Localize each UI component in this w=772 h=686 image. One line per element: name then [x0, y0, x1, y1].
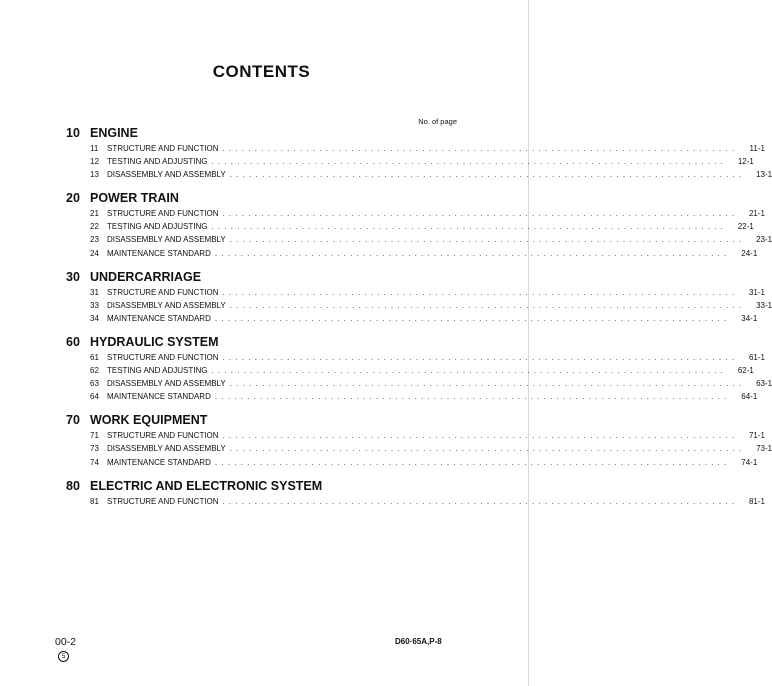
dot-leader: . . . . . . . . . . . . . . . . . . . . . . . . . . . . . . . . . . . . . . . . . . . . . . . . . . . . . . . . . . . . . . . . . . . . . . . . . . . . . . . .	[222, 431, 735, 441]
dot-leader: . . . . . . . . . . . . . . . . . . . . . . . . . . . . . . . . . . . . . . . . . . . . . . . . . . . . . . . . . . . . . . . . . . . . . . . . . . . . . . . .	[214, 248, 728, 258]
dot-leader: . . . . . . . . . . . . . . . . . . . . . . . . . . . . . . . . . . . . . . . . . . . . . . . . . . . . . . . . . . . . . . . . . . . . . . . . . . . . . . . .	[214, 392, 728, 402]
section-heading	[66, 269, 458, 286]
entry-page-number: 74-1	[741, 457, 758, 467]
table-of-contents	[66, 125, 772, 517]
entry-number: 64	[90, 392, 99, 402]
entry-title: MAINTENANCE STANDARD	[107, 313, 211, 323]
entry-title: DISASSEMBLY AND ASSEMBLY	[107, 300, 226, 310]
toc-entry	[66, 220, 754, 233]
section-number: 20	[66, 191, 80, 206]
entry-page-number: 34-1	[741, 313, 758, 323]
entry-number: 23	[90, 235, 99, 245]
dot-leader: . . . . . . . . . . . . . . . . . . . . . . . . . . . . . . . . . . . . . . . . . . . . . . . . . . . . . . . . . . . . . . . . . . . . . . . . . . . . . . . .	[211, 222, 724, 232]
toc-entry	[66, 364, 754, 377]
entry-number: 12	[90, 157, 99, 167]
toc-entry	[66, 390, 758, 403]
entry-title: STRUCTURE AND FUNCTION	[107, 352, 219, 362]
entry-title: TESTING AND ADJUSTING	[107, 222, 208, 232]
entry-title: MAINTENANCE STANDARD	[107, 457, 211, 467]
toc-entry	[66, 377, 772, 390]
dot-leader: . . . . . . . . . . . . . . . . . . . . . . . . . . . . . . . . . . . . . . . . . . . . . . . . . . . . . . . . . . . . . . . . . . . . . . . . . . . . . . . .	[222, 144, 735, 153]
section-title: ELECTRIC AND ELECTRONIC SYSTEM	[90, 478, 323, 493]
entry-page-number: 61-1	[748, 352, 765, 362]
section-title: HYDRAULIC SYSTEM	[90, 334, 219, 349]
section-heading	[66, 412, 458, 429]
revision-mark: 5	[58, 651, 69, 662]
dot-leader: . . . . . . . . . . . . . . . . . . . . . . . . . . . . . . . . . . . . . . . . . . . . . . . . . . . . . . . . . . . . . . . . . . . . . . . . . . . . . . . .	[229, 235, 743, 245]
toc-entry	[66, 429, 765, 442]
entry-number: 22	[90, 222, 99, 232]
dot-leader: . . . . . . . . . . . . . . . . . . . . . . . . . . . . . . . . . . . . . . . . . . . . . . . . . . . . . . . . . . . . . . . . . . . . . . . . . . . . . . . .	[222, 496, 735, 506]
entry-number: 33	[90, 300, 99, 310]
entry-title: MAINTENANCE STANDARD	[107, 392, 211, 402]
page-title: CONTENTS	[212, 62, 311, 81]
entry-title: STRUCTURE AND FUNCTION	[107, 209, 219, 219]
toc-section	[66, 334, 772, 403]
entry-title: DISASSEMBLY AND ASSEMBLY	[107, 444, 226, 454]
entry-number: 61	[90, 352, 99, 362]
toc-section	[66, 269, 772, 325]
section-number: 30	[66, 269, 80, 284]
entry-number: 21	[90, 209, 99, 219]
entry-page-number: 64-1	[741, 392, 758, 402]
entry-page-number: 63-1	[756, 379, 772, 389]
entry-number: 81	[90, 496, 99, 506]
dot-leader: . . . . . . . . . . . . . . . . . . . . . . . . . . . . . . . . . . . . . . . . . . . . . . . . . . . . . . . . . . . . . . . . . . . . . . . . . . . . . . . .	[229, 300, 743, 310]
section-number: 10	[66, 126, 80, 140]
footer-page-number: 00-2	[55, 636, 77, 648]
dot-leader: . . . . . . . . . . . . . . . . . . . . . . . . . . . . . . . . . . . . . . . . . . . . . . . . . . . . . . . . . . . . . . . . . . . . . . . . . . . . . . . .	[229, 444, 743, 454]
dot-leader: . . . . . . . . . . . . . . . . . . . . . . . . . . . . . . . . . . . . . . . . . . . . . . . . . . . . . . . . . . . . . . . . . . . . . . . . . . . . . . . .	[222, 352, 735, 362]
entry-title: TESTING AND ADJUSTING	[107, 366, 208, 376]
entry-title: STRUCTURE AND FUNCTION	[107, 144, 219, 153]
entry-page-number: 73-1	[756, 444, 772, 454]
entry-number: 62	[90, 366, 99, 376]
entry-title: DISASSEMBLY AND ASSEMBLY	[107, 170, 226, 180]
entry-number: 24	[90, 248, 99, 258]
entry-title: TESTING AND ADJUSTING	[107, 157, 208, 167]
toc-entry	[66, 456, 758, 469]
entry-number: 34	[90, 313, 99, 323]
dot-leader: . . . . . . . . . . . . . . . . . . . . . . . . . . . . . . . . . . . . . . . . . . . . . . . . . . . . . . . . . . . . . . . . . . . . . . . . . . . . . . . .	[229, 170, 743, 180]
section-title: POWER TRAIN	[90, 191, 179, 206]
toc-entry	[66, 142, 765, 155]
section-heading	[66, 478, 458, 495]
toc-entry	[66, 286, 765, 299]
toc-entry	[66, 207, 765, 220]
section-title: UNDERCARRIAGE	[90, 269, 202, 284]
entry-page-number: 22-1	[737, 222, 754, 232]
toc-section	[66, 412, 772, 468]
entry-title: STRUCTURE AND FUNCTION	[107, 496, 219, 506]
page-edge-divider	[528, 0, 529, 686]
section-number: 60	[66, 334, 80, 349]
dot-leader: . . . . . . . . . . . . . . . . . . . . . . . . . . . . . . . . . . . . . . . . . . . . . . . . . . . . . . . . . . . . . . . . . . . . . . . . . . . . . . . .	[214, 313, 728, 323]
entry-title: DISASSEMBLY AND ASSEMBLY	[107, 235, 226, 245]
entry-page-number: 81-1	[748, 496, 765, 506]
dot-leader: . . . . . . . . . . . . . . . . . . . . . . . . . . . . . . . . . . . . . . . . . . . . . . . . . . . . . . . . . . . . . . . . . . . . . . . . . . . . . . . .	[229, 379, 743, 389]
section-number: 80	[66, 478, 80, 493]
footer-model-code: D60·65A,P-8	[395, 637, 442, 646]
dot-leader: . . . . . . . . . . . . . . . . . . . . . . . . . . . . . . . . . . . . . . . . . . . . . . . . . . . . . . . . . . . . . . . . . . . . . . . . . . . . . . . .	[211, 157, 724, 167]
entry-page-number: 11-1	[749, 144, 765, 153]
entry-number: 13	[90, 170, 99, 180]
section-title: WORK EQUIPMENT	[90, 413, 208, 428]
toc-section	[66, 478, 765, 508]
entry-page-number: 24-1	[741, 248, 758, 258]
entry-title: MAINTENANCE STANDARD	[107, 248, 211, 258]
toc-entry	[66, 168, 772, 181]
page-number-column-header: No. of page	[418, 117, 457, 126]
entry-page-number: 71-1	[748, 431, 765, 441]
entry-title: STRUCTURE AND FUNCTION	[107, 287, 219, 297]
section-heading	[66, 190, 458, 207]
section-heading	[66, 334, 458, 351]
toc-entry	[66, 247, 758, 260]
dot-leader: . . . . . . . . . . . . . . . . . . . . . . . . . . . . . . . . . . . . . . . . . . . . . . . . . . . . . . . . . . . . . . . . . . . . . . . . . . . . . . . .	[222, 209, 735, 219]
entry-title: DISASSEMBLY AND ASSEMBLY	[107, 379, 226, 389]
entry-number: 71	[90, 431, 99, 441]
entry-number: 73	[90, 444, 99, 454]
section-heading	[66, 125, 458, 142]
toc-entry	[66, 495, 765, 508]
entry-number: 63	[90, 379, 99, 389]
toc-entry	[66, 442, 772, 455]
entry-page-number: 23-1	[756, 235, 772, 245]
entry-page-number: 31-1	[748, 287, 765, 297]
toc-entry	[66, 233, 772, 246]
toc-entry	[66, 155, 754, 168]
entry-number: 31	[90, 287, 99, 297]
dot-leader: . . . . . . . . . . . . . . . . . . . . . . . . . . . . . . . . . . . . . . . . . . . . . . . . . . . . . . . . . . . . . . . . . . . . . . . . . . . . . . . .	[214, 457, 728, 467]
toc-entry	[66, 312, 758, 325]
entry-number: 11	[90, 144, 99, 153]
entry-page-number: 33-1	[756, 300, 772, 310]
dot-leader: . . . . . . . . . . . . . . . . . . . . . . . . . . . . . . . . . . . . . . . . . . . . . . . . . . . . . . . . . . . . . . . . . . . . . . . . . . . . . . . .	[211, 366, 724, 376]
entry-page-number: 62-1	[737, 366, 754, 376]
toc-section	[66, 125, 772, 181]
toc-section	[66, 190, 772, 259]
entry-page-number: 21-1	[748, 209, 765, 219]
entry-page-number: 13-1	[756, 170, 772, 180]
section-title: ENGINE	[90, 126, 138, 140]
toc-entry	[66, 299, 772, 312]
section-number: 70	[66, 413, 80, 428]
dot-leader: . . . . . . . . . . . . . . . . . . . . . . . . . . . . . . . . . . . . . . . . . . . . . . . . . . . . . . . . . . . . . . . . . . . . . . . . . . . . . . . .	[222, 287, 735, 297]
toc-entry	[66, 351, 765, 364]
entry-number: 74	[90, 457, 99, 467]
entry-page-number: 12-1	[737, 157, 754, 167]
entry-title: STRUCTURE AND FUNCTION	[107, 431, 219, 441]
